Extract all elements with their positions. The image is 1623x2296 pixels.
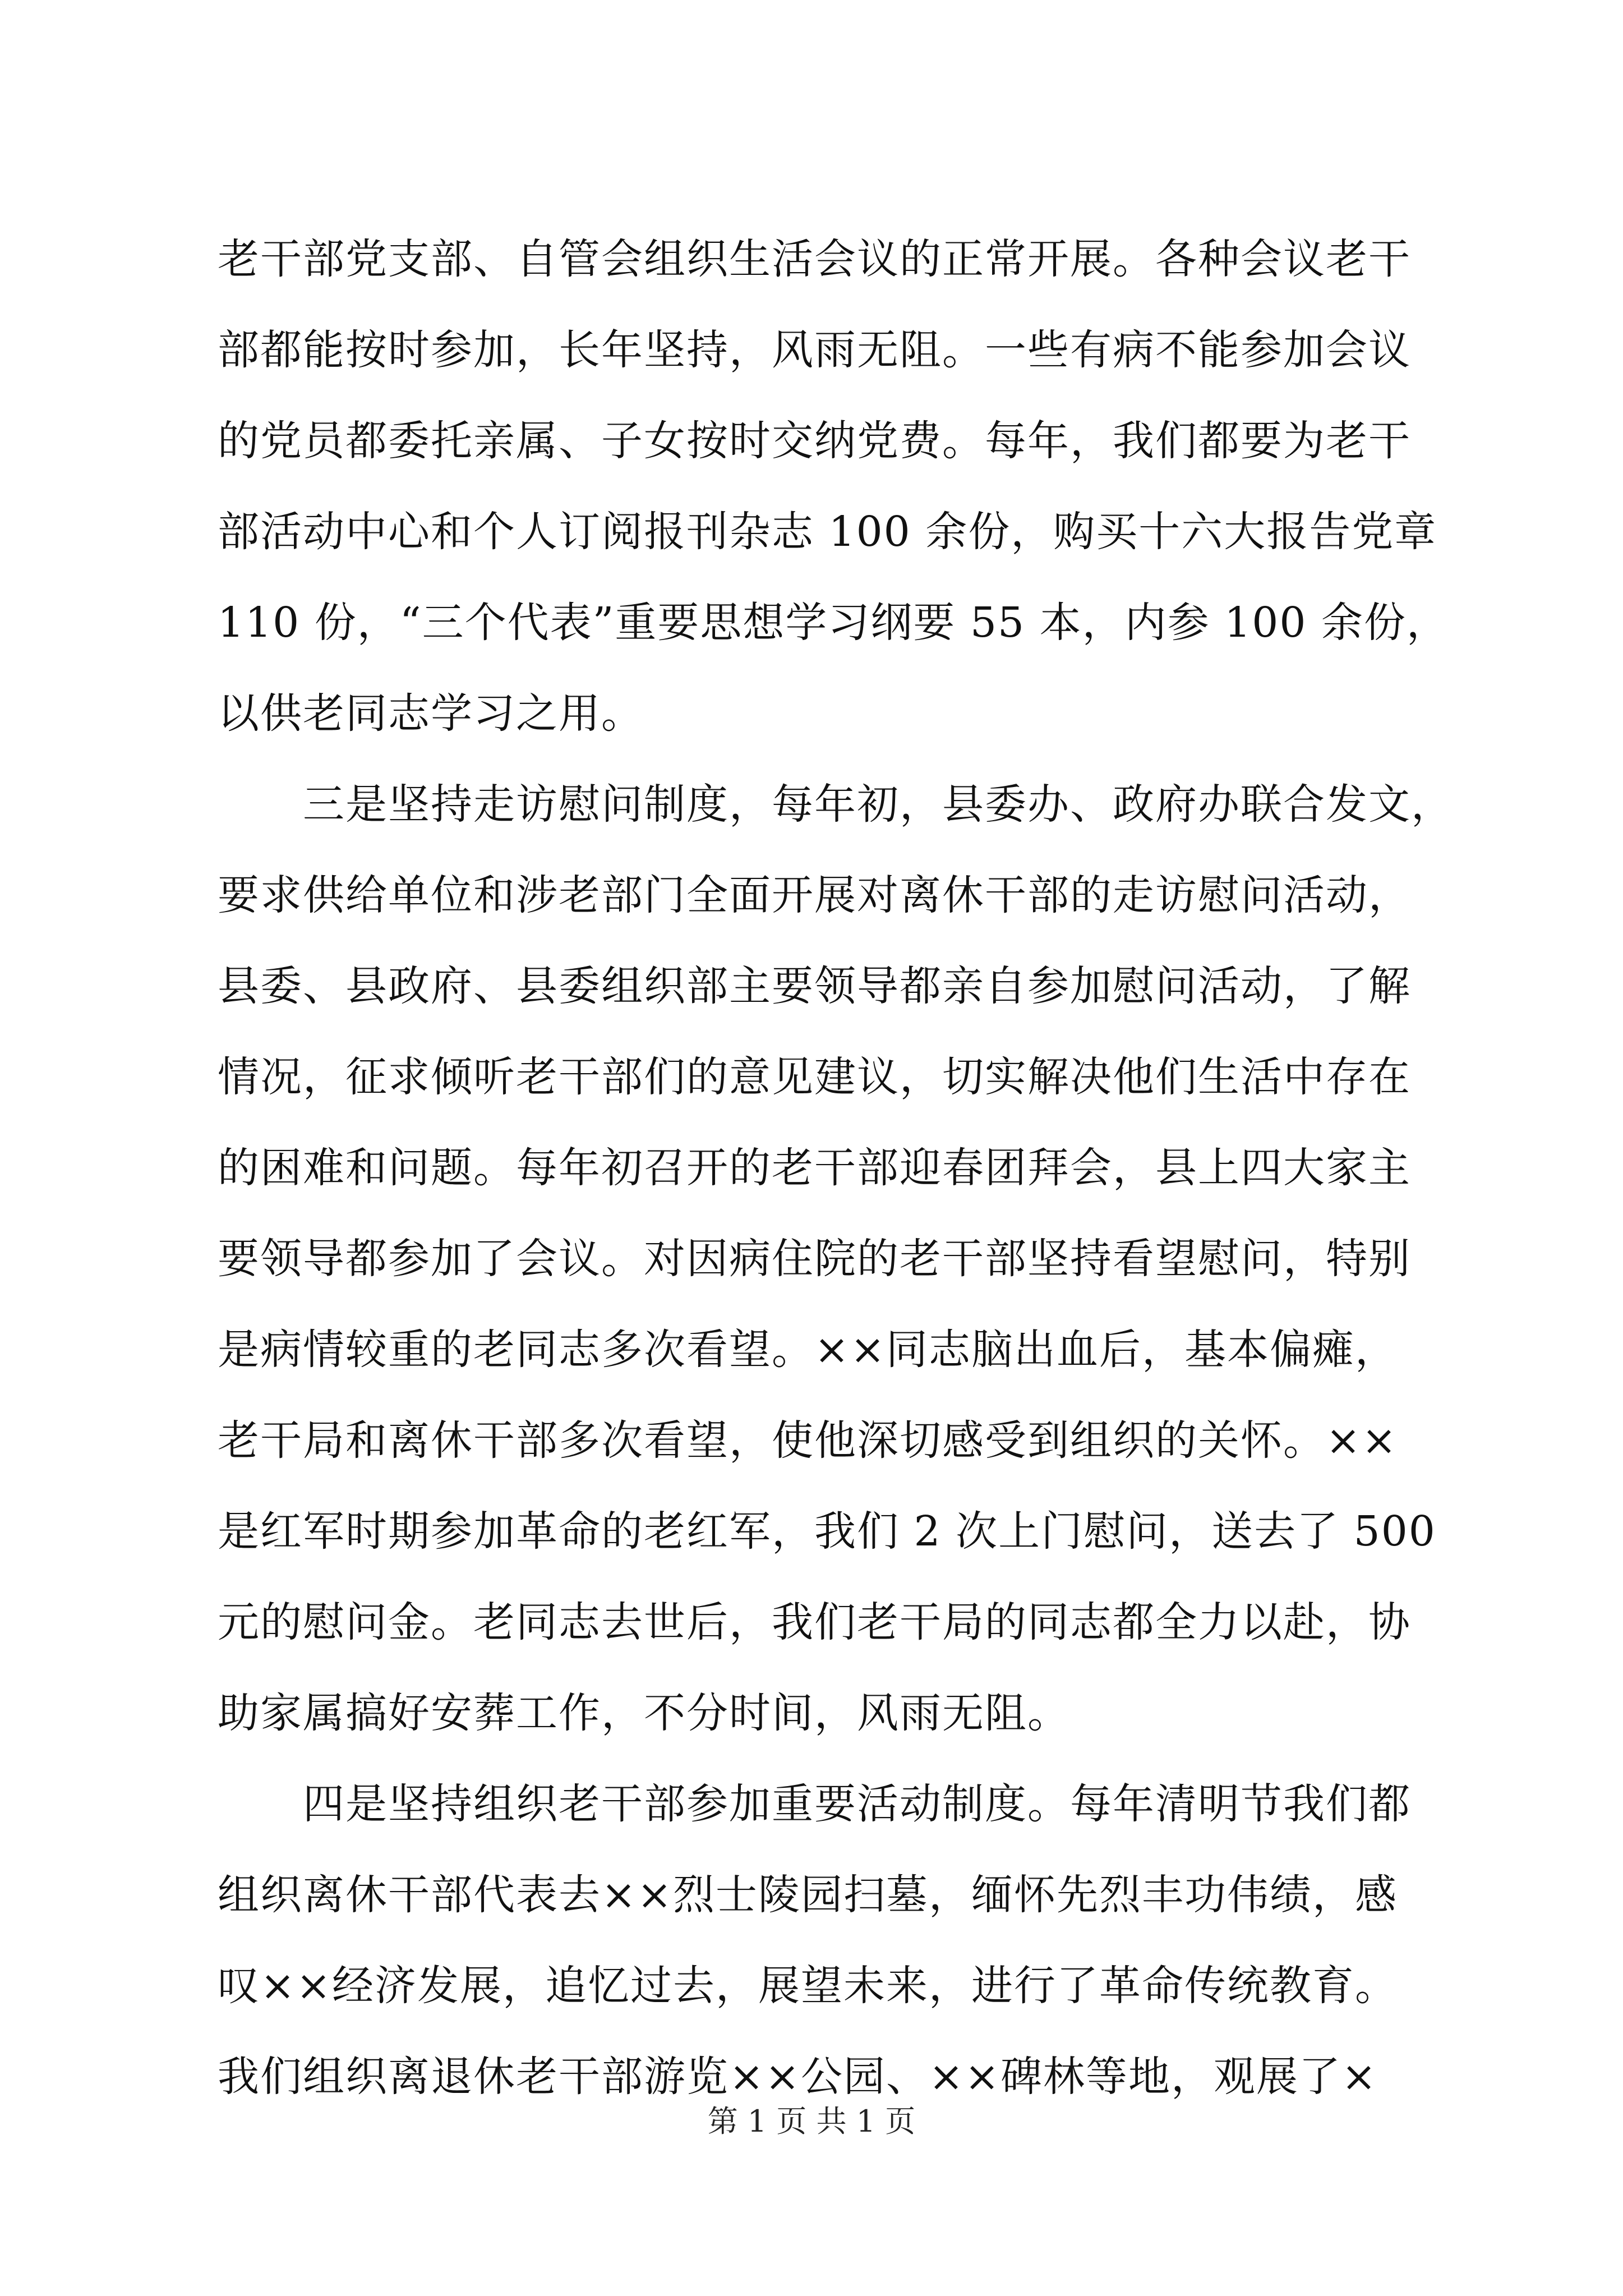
text-line: 老干部党支部、自管会组织生活会议的正常开展。各种会议老干 [218,235,1411,283]
text-line: 的困难和问题。每年初召开的老干部迎春团拜会，县上四大家主 [218,1144,1411,1192]
text-line: 县委、县政府、县委组织部主要领导都亲自参加慰问活动，了解 [218,962,1411,1010]
text-line: 要领导都参加了会议。对因病住院的老干部坚持看望慰问，特别 [218,1235,1411,1283]
text-line: 叹××经济发展，追忆过去，展望未来，进行了革命传统教育。 [218,1962,1398,2010]
text-line: 是病情较重的老同志多次看望。××同志脑出血后，基本偏瘫， [218,1326,1398,1374]
page-footer: 第 1 页 共 1 页 [707,2104,916,2139]
text-line: 部都能按时参加，长年坚持，风雨无阻。一些有病不能参加会议 [218,326,1411,374]
text-line: 组织离休干部代表去××烈士陵园扫墓，缅怀先烈丰功伟绩，感 [218,1871,1398,1919]
text-line: 三是坚持走访慰问制度，每年初，县委办、政府办联合发文， [218,780,1454,829]
text-line: 是红军时期参加革命的老红军，我们 2 次上门慰问，送去了 500 [218,1507,1436,1556]
text-line: 部活动中心和个人订阅报刊杂志 100 余份，购买十六大报告党章 [218,508,1437,556]
text-line: 元的慰问金。老同志去世后，我们老干局的同志都全力以赴，协 [218,1598,1411,1646]
text-line: 110 份，“三个代表”重要思想学习纲要 55 本，内参 100 余份， [218,599,1449,647]
text-line: 情况，征求倾听老干部们的意见建议，切实解决他们生活中存在 [218,1053,1411,1101]
text-line: 我们组织离退休老干部游览××公园、××碑林等地，观展了× [218,2053,1378,2101]
text-line: 四是坚持组织老干部参加重要活动制度。每年清明节我们都 [218,1780,1411,1828]
text-line: 助家属搞好安葬工作，不分时间，风雨无阻。 [218,1689,1070,1737]
text-line: 老干局和离休干部多次看望，使他深切感受到组织的关怀。×× [218,1416,1398,1465]
text-line: 要求供给单位和涉老部门全面开展对离休干部的走访慰问活动， [218,871,1411,919]
text-line: 的党员都委托亲属、子女按时交纳党费。每年，我们都要为老干 [218,417,1411,465]
text-line: 以供老同志学习之用。 [218,689,644,738]
